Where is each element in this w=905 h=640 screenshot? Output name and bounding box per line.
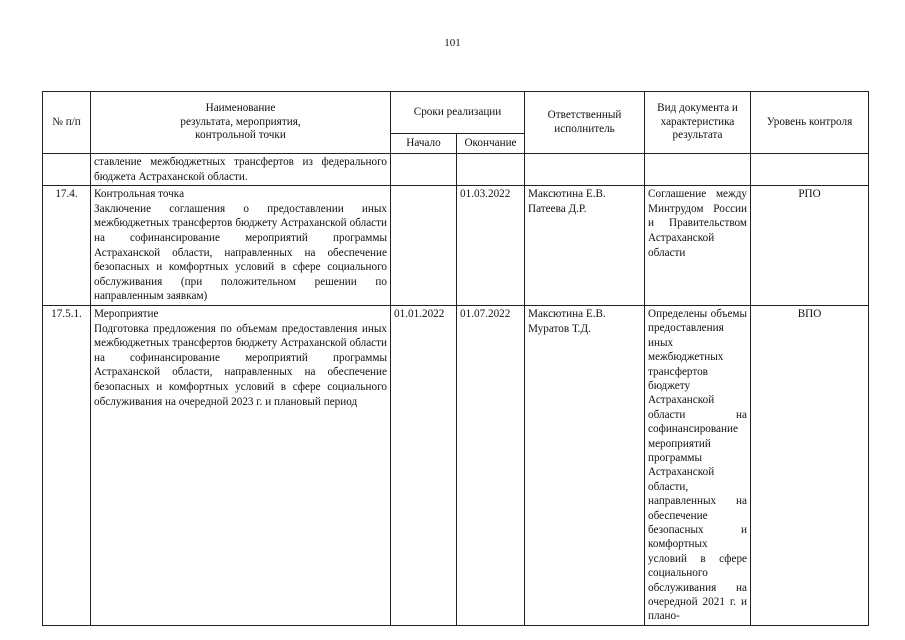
responsible-person: Максютина Е.В. bbox=[528, 188, 606, 201]
cell-control: РПО bbox=[751, 186, 869, 306]
cell-responsible bbox=[525, 186, 645, 306]
cell-start bbox=[391, 186, 457, 306]
implementation-plan-table bbox=[42, 91, 869, 626]
cell-description bbox=[91, 305, 391, 625]
cell-control bbox=[751, 154, 869, 186]
header-name-line-1: Наименование bbox=[205, 102, 276, 115]
cell-end bbox=[457, 154, 525, 186]
header-end: Окончание bbox=[457, 134, 525, 154]
header-period: Сроки реализации bbox=[391, 92, 525, 134]
header-start: Начало bbox=[391, 134, 457, 154]
cell-document bbox=[645, 154, 751, 186]
document-text: Определены объемы предоставления иных межбюджетных трансфертов бюджету Астраханской области на софинансирование мероприятий программы Астраханской области, направленных на обеспечение безопасных и комфортных условий в сфере социального обслуживания на очередной 2021 г. и плано- bbox=[648, 307, 748, 623]
header-name bbox=[91, 92, 391, 154]
responsible-person: Патеева Д.Р. bbox=[528, 202, 587, 215]
cell-responsible bbox=[525, 305, 645, 625]
cell-control: ВПО bbox=[751, 305, 869, 625]
header-name-line-2: результата, мероприятия, bbox=[180, 115, 301, 128]
header-responsible: Ответственный исполнитель bbox=[525, 92, 645, 154]
item-description: Подготовка предложения по объемам предоставления иных межбюджетных трансфертов бюджету Астраханской области на софинансирование мероприятий программы Астраханской области, направленных на обеспечение безопасных и комфортных условий в сфере социального обслуживания на очередной 2023 г. и плановый период bbox=[94, 322, 387, 408]
item-type: Контрольная точка bbox=[94, 188, 185, 201]
table-row bbox=[43, 186, 869, 306]
cell-document bbox=[645, 305, 751, 625]
table-row-continuation bbox=[43, 154, 869, 186]
cell-end: 01.03.2022 bbox=[457, 186, 525, 306]
item-description: Заключение соглашения о предоставлении иных межбюджетных трансфертов бюджету Астраханской области на софинансирование мероприятий программы Астраханской области, направленных на обеспечение безопасных и комфортных условий в сфере социального обслуживания (при положительном решении по направленным заявкам) bbox=[94, 202, 387, 303]
cell-num bbox=[43, 154, 91, 186]
item-type: Мероприятие bbox=[94, 307, 159, 320]
table-row bbox=[43, 305, 869, 625]
cell-document bbox=[645, 186, 751, 306]
cell-start: 01.01.2022 bbox=[391, 305, 457, 625]
cell-num: 17.5.1. bbox=[43, 305, 91, 625]
header-document: Вид документа и характеристика результата bbox=[645, 92, 751, 154]
cell-num: 17.4. bbox=[43, 186, 91, 306]
header-control: Уровень контроля bbox=[751, 92, 869, 154]
cell-start bbox=[391, 154, 457, 186]
page-number: 101 bbox=[444, 37, 461, 49]
header-row bbox=[43, 92, 869, 134]
header-num: № п/п bbox=[43, 92, 91, 154]
cell-description: ставление межбюджетных трансфертов из федерального бюджета Астраханской области. bbox=[91, 154, 391, 186]
cell-description bbox=[91, 186, 391, 306]
cell-end: 01.07.2022 bbox=[457, 305, 525, 625]
header-name-line-3: контрольной точки bbox=[195, 129, 286, 142]
document-text: Соглашение между Минтрудом России и Правительством Астраханской области bbox=[648, 188, 748, 259]
responsible-person: Максютина Е.В. bbox=[528, 307, 606, 320]
responsible-person: Муратов Т.Д. bbox=[528, 322, 591, 335]
cell-responsible bbox=[525, 154, 645, 186]
